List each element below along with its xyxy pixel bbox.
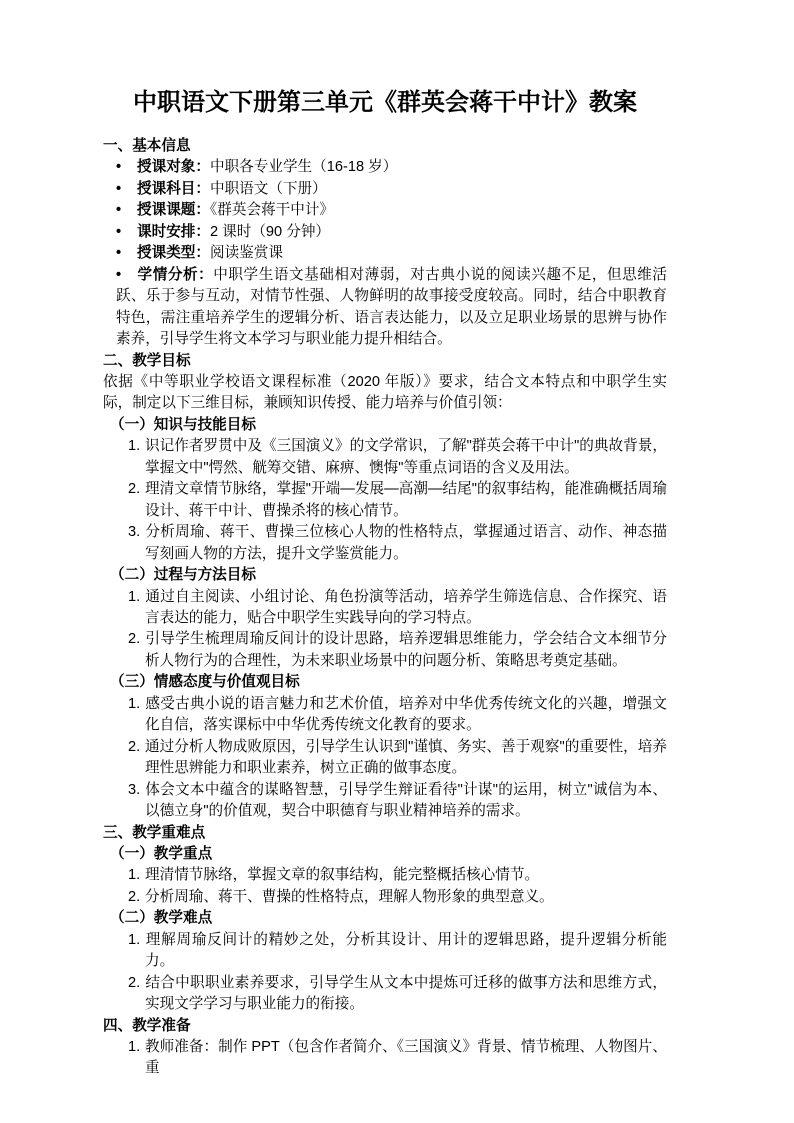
list-item — [103, 179, 667, 200]
list-item — [103, 436, 667, 479]
list-number: 3. — [128, 524, 141, 541]
list-item-text: 理解周瑜反间计的精妙之处，分析其设计、用计的逻辑思路，提升逻辑分析能力。 — [145, 931, 667, 970]
list-number: 1. — [128, 588, 141, 605]
list-item-text: 体会文本中蕴含的谋略智慧，引导学生辩证看待"计谋"的运用，树立"诚信为本、以德立身"的价值观，契合中职德育与职业精神培养的需求。 — [145, 781, 667, 820]
bullet-icon: • — [116, 223, 122, 240]
section-teaching-goals — [103, 351, 667, 823]
section-heading-teaching-preparation: 四、教学准备 — [103, 1017, 191, 1034]
list-item — [103, 865, 667, 886]
bullet-icon: • — [116, 245, 122, 262]
list-number: 2. — [128, 631, 141, 648]
list-item-text: 通过分析人物成败原因，引导学生认识到"谨慎、务实、善于观察"的重要性，培养理性思辨能力和职业素养，树立正确的做事态度。 — [145, 738, 667, 777]
list-item — [103, 522, 667, 565]
info-value: 2 课时（90 分钟） — [209, 223, 331, 240]
list-item — [103, 222, 667, 243]
list-item — [103, 694, 667, 737]
list-item-text: 感受古典小说的语言魅力和艺术价值，培养对中华优秀传统文化的兴趣，增强文化自信，落实课标中中华优秀传统文化教育的要求。 — [145, 695, 667, 734]
info-value: 《群英会蒋干中计》 — [209, 202, 335, 219]
list-item-text: 理清文章情节脉络，掌握"开端—发展—高潮—结尾"的叙事结构，能准确概括周瑜设计、蒋干中计、曹操杀将的核心情节。 — [145, 481, 667, 519]
subsection-heading-key-points: （一）教学重点 — [110, 845, 213, 862]
info-label: 课时安排： — [137, 223, 210, 240]
section-key-difficult-points — [103, 823, 667, 1016]
list-item — [103, 587, 667, 630]
section-teaching-preparation — [103, 1016, 667, 1080]
section-intro-paragraph: 依据《中等职业学校语文课程标准（2020 年版）》要求，结合文本特点和中职学生实际，制定以下三维目标，兼顾知识传授、能力培养与价值引领： — [103, 373, 667, 412]
list-number: 1. — [128, 867, 141, 884]
list-item-text: 引导学生梳理周瑜反间计的设计思路，培养逻辑思维能力，学会结合文本细节分析人物行为的合理性，为未来职业场景中的问题分析、策略思考奠定基础。 — [145, 631, 667, 669]
list-item — [103, 479, 667, 522]
list-item-text: 分析周瑜、蒋干、曹操的性格特点，理解人物形象的典型意义。 — [145, 888, 554, 905]
bullet-icon: • — [116, 180, 122, 197]
info-label: 授课对象： — [137, 159, 210, 176]
list-item-text: 教师准备：制作 PPT（包含作者简介、《三国演义》背景、情节梳理、人物图片、重 — [145, 1039, 667, 1077]
list-item — [103, 265, 667, 351]
list-number: 2. — [128, 481, 141, 498]
list-item — [103, 930, 667, 973]
document-title: 中职语文下册第三单元《群英会蒋干中计》教案 — [133, 89, 637, 116]
list-item-text: 结合中职职业素养要求，引导学生从文本中提炼可迁移的做事方法和思维方式，实现文学学习与职业能力的衔接。 — [145, 974, 667, 1013]
list-number: 1. — [128, 1039, 141, 1056]
info-label: 授课课题： — [137, 202, 210, 219]
list-item — [103, 629, 667, 672]
info-value: 阅读鉴赏课 — [209, 245, 283, 262]
list-item — [103, 737, 667, 780]
bullet-icon: • — [116, 202, 122, 219]
info-label: 学情分析： — [137, 266, 214, 283]
list-number: 1. — [128, 438, 141, 455]
section-heading-key-difficult-points: 三、教学重难点 — [103, 824, 206, 841]
list-item-text: 通过自主阅读、小组讨论、角色扮演等活动，培养学生筛选信息、合作探究、语言表达的能力，贴合中职学生实践导向的学习特点。 — [145, 588, 667, 626]
list-number: 3. — [128, 781, 141, 798]
list-item — [103, 200, 667, 221]
list-number: 2. — [128, 738, 141, 755]
list-item — [103, 157, 667, 178]
list-item — [103, 243, 667, 264]
list-item — [103, 780, 667, 823]
list-item — [103, 1037, 667, 1080]
section-heading-basic-info: 一、基本信息 — [103, 138, 191, 154]
info-value: 中职学生语文基础相对薄弱，对古典小说的阅读兴趣不足，但思维活跃、乐于参与互动，对情节性强、人物鲜明的故事接受度较高。同时，结合中职教育特色，需注重培养学生的逻辑分析、语言表达能力，以及立足职业场景的思辨与协作素养，引导学生将文本学习与职业能力提升相结合。 — [116, 266, 667, 348]
list-item — [103, 973, 667, 1016]
subsection-heading-process-methods: （二）过程与方法目标 — [110, 567, 256, 584]
list-item-text: 识记作者罗贯中及《三国演义》的文学常识，了解"群英会蒋干中计"的典故背景，掌握文中"愕然、觥筹交错、麻痹、懊悔"等重点词语的含义及用法。 — [145, 438, 667, 476]
list-number: 2. — [128, 888, 141, 905]
bullet-icon: • — [116, 266, 122, 283]
list-number: 2. — [128, 974, 141, 991]
subsection-heading-values-attitude: （三）情感态度与价值观目标 — [110, 674, 300, 691]
info-label: 授课类型： — [137, 245, 210, 262]
info-label: 授课科目： — [137, 180, 210, 197]
list-item-text: 分析周瑜、蒋干、曹操三位核心人物的性格特点，掌握通过语言、动作、神态描写刻画人物的方法，提升文学鉴赏能力。 — [145, 524, 667, 562]
info-value: 中职各专业学生（16-18 岁） — [209, 159, 398, 176]
list-number: 1. — [128, 931, 141, 948]
subsection-heading-difficult-points: （二）教学难点 — [110, 910, 213, 927]
section-basic-info — [103, 136, 667, 351]
bullet-icon: • — [116, 159, 122, 176]
list-item-text: 理清情节脉络，掌握文章的叙事结构，能完整概括核心情节。 — [145, 867, 540, 884]
section-heading-teaching-goals: 二、教学目标 — [103, 352, 191, 369]
info-value: 中职语文（下册） — [209, 180, 327, 197]
subsection-heading-knowledge-skills: （一）知识与技能目标 — [110, 416, 256, 433]
list-number: 1. — [128, 695, 141, 712]
list-item — [103, 887, 667, 908]
